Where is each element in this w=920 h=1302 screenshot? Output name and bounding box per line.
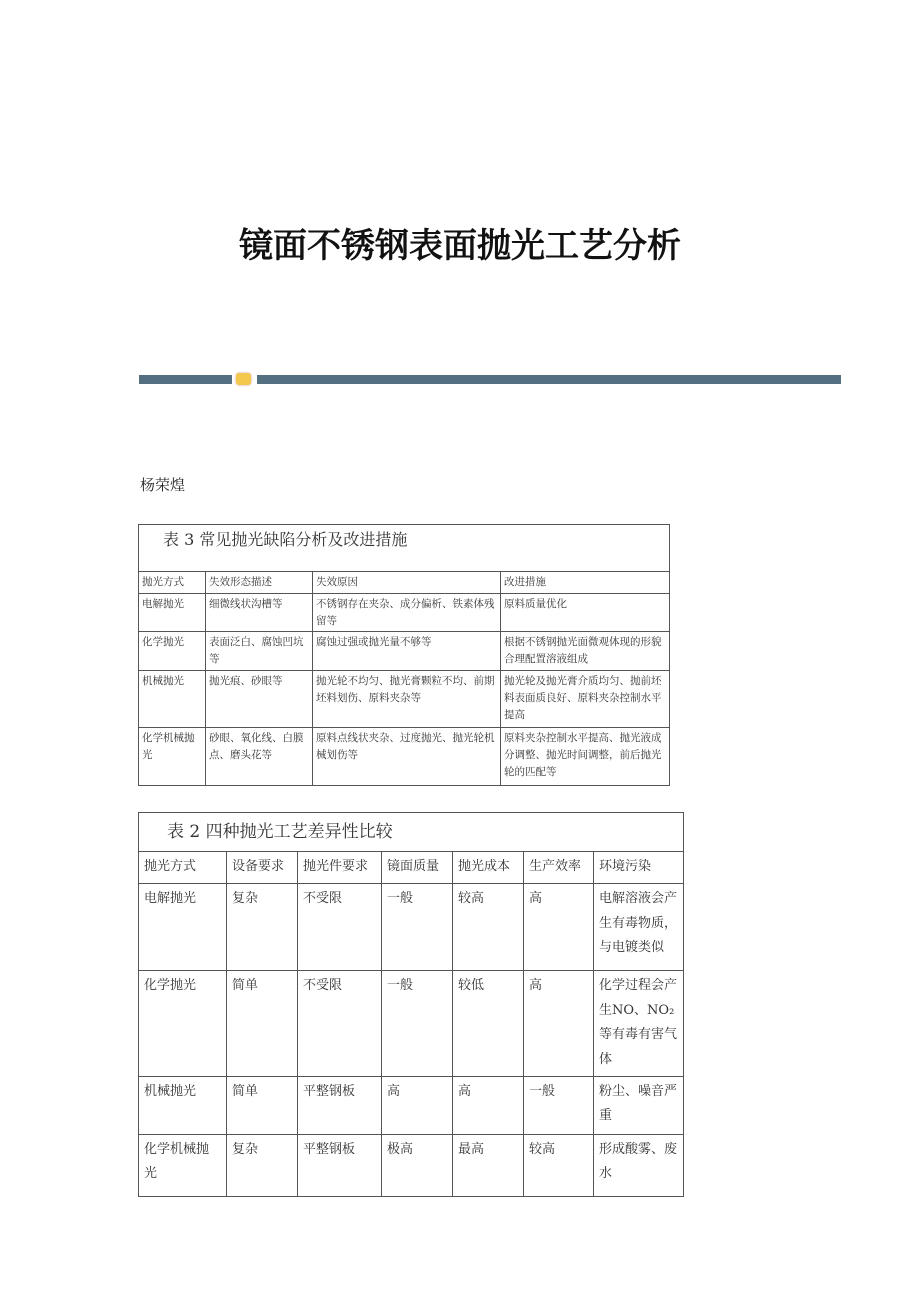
table-cell: 高 (524, 970, 594, 1076)
column-header: 设备要求 (227, 852, 298, 884)
table-cell: 根据不锈钢抛光面微观体现的形貌合理配置溶液组成 (501, 632, 670, 671)
table-cell: 形成酸雾、废水 (594, 1134, 684, 1196)
table-cell: 砂眼、氧化线、白膜点、磨头花等 (206, 727, 313, 785)
table-row (139, 1134, 684, 1196)
table-cell: 平整钢板 (298, 1076, 382, 1134)
table-cell: 复杂 (227, 883, 298, 970)
table-cell: 电解抛光 (139, 593, 206, 632)
table-cell: 机械抛光 (139, 670, 206, 727)
table-row (139, 670, 670, 727)
table-cell: 化学抛光 (139, 970, 227, 1076)
table-cell: 复杂 (227, 1134, 298, 1196)
table-cell: 抛光痕、砂眼等 (206, 670, 313, 727)
table-cell: 简单 (227, 970, 298, 1076)
column-header: 抛光成本 (453, 852, 524, 884)
table-row (139, 727, 670, 785)
table-cell: 极高 (382, 1134, 453, 1196)
table-cell: 一般 (382, 970, 453, 1076)
table-cell: 细微线状沟槽等 (206, 593, 313, 632)
table-row (139, 883, 684, 970)
table-cell: 电解溶液会产生有毒物质，与电镀类似 (594, 883, 684, 970)
table-cell: 原料夹杂控制水平提高、抛光液成分调整、抛光时间调整，前后抛光轮的匹配等 (501, 727, 670, 785)
column-header: 失效形态描述 (206, 572, 313, 594)
column-header: 抛光件要求 (298, 852, 382, 884)
table-cell: 一般 (524, 1076, 594, 1134)
divider-bar (139, 375, 232, 384)
column-header: 生产效率 (524, 852, 594, 884)
table-cell: 不锈钢存在夹杂、成分偏析、铁素体残留等 (313, 593, 501, 632)
table-cell: 不受限 (298, 970, 382, 1076)
table-caption: 表 3 常见抛光缺陷分析及改进措施 (139, 525, 670, 572)
table-3-defects (138, 524, 670, 786)
table-cell: 不受限 (298, 883, 382, 970)
table-cell: 抛光轮不均匀、抛光膏颗粒不均、前期坯料划伤、原料夹杂等 (313, 670, 501, 727)
table-row (139, 970, 684, 1076)
table-cell: 较高 (524, 1134, 594, 1196)
table-cell: 粉尘、噪音严重 (594, 1076, 684, 1134)
column-header: 改进措施 (501, 572, 670, 594)
table-header-row (139, 572, 670, 594)
table-cell: 化学机械抛光 (139, 1134, 227, 1196)
table-cell: 高 (524, 883, 594, 970)
table-caption: 表 2 四种抛光工艺差异性比较 (139, 813, 684, 852)
table-cell: 电解抛光 (139, 883, 227, 970)
table-cell: 腐蚀过强或抛光量不够等 (313, 632, 501, 671)
table-cell: 化学抛光 (139, 632, 206, 671)
divider-ornament-icon (236, 373, 251, 385)
table-cell: 原料质量优化 (501, 593, 670, 632)
table-cell: 简单 (227, 1076, 298, 1134)
table-cell: 表面泛白、腐蚀凹坑等 (206, 632, 313, 671)
table-row (139, 593, 670, 632)
table-cell: 化学过程会产生NO、NO₂等有毒有害气体 (594, 970, 684, 1076)
column-header: 环境污染 (594, 852, 684, 884)
column-header: 抛光方式 (139, 852, 227, 884)
column-header: 镜面质量 (382, 852, 453, 884)
column-header: 抛光方式 (139, 572, 206, 594)
table-cell: 较低 (453, 970, 524, 1076)
table-cell: 高 (382, 1076, 453, 1134)
author: 杨荣煌 (140, 476, 186, 494)
table-2-comparison (138, 812, 684, 1197)
table-cell: 抛光轮及抛光膏介质均匀、抛前坯料表面质良好、原料夹杂控制水平提高 (501, 670, 670, 727)
column-header: 失效原因 (313, 572, 501, 594)
table-cell: 化学机械抛光 (139, 727, 206, 785)
table-cell: 原料点线状夹杂、过度抛光、抛光轮机械划伤等 (313, 727, 501, 785)
table-cell: 平整钢板 (298, 1134, 382, 1196)
table-cell: 高 (453, 1076, 524, 1134)
table-cell: 一般 (382, 883, 453, 970)
table-row (139, 1076, 684, 1134)
document-title: 镜面不锈钢表面抛光工艺分析 (239, 226, 681, 266)
table-row (139, 632, 670, 671)
table-header-row (139, 852, 684, 884)
table-cell: 最高 (453, 1134, 524, 1196)
table-cell: 较高 (453, 883, 524, 970)
table-cell: 机械抛光 (139, 1076, 227, 1134)
divider-bar (257, 375, 841, 384)
